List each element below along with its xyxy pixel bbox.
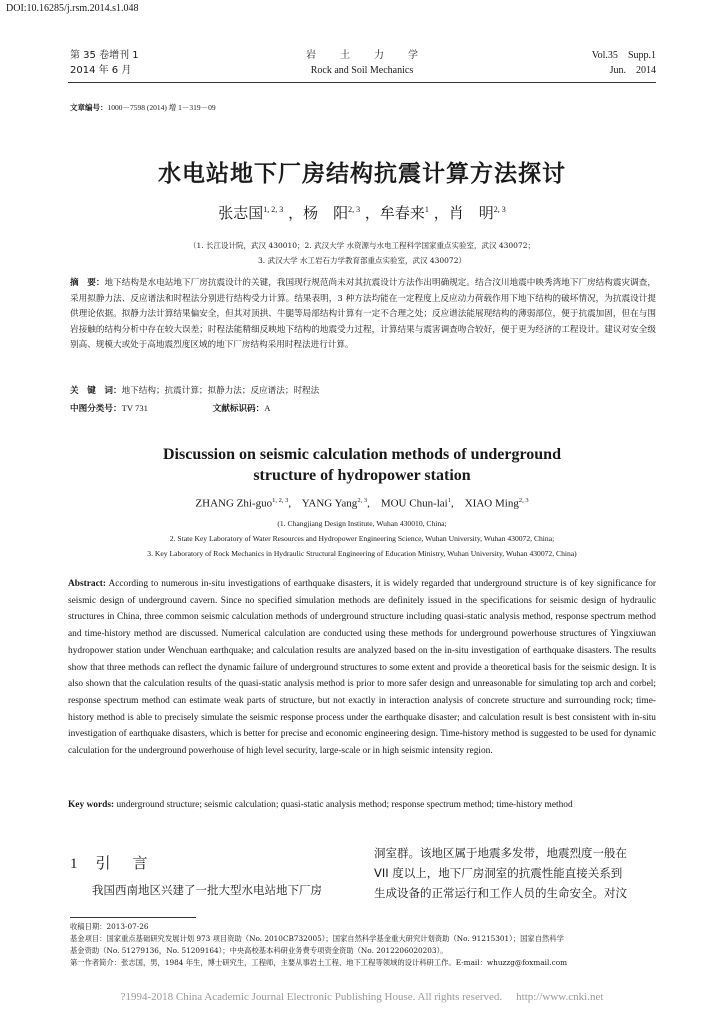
title-en (0, 444, 724, 486)
footnote-received: 收稿日期：2013-07-26 (70, 922, 149, 931)
footnote-funding-cont: 基金资助（No. 51279136，No. 51209164）；中央高校基本科研业务费专项资金资助（No. 2012206020203）。 (70, 946, 448, 955)
keywords-cn-text: 地下结构；抗震计算；拟静力法；反应谱法；时程法 (121, 386, 320, 396)
author-en-1: ZHANG Zhi-guo (195, 497, 273, 510)
header-year-en: 2014 (636, 65, 656, 76)
authors-cn: 张志国$^{1, 2, 3}$ ，杨 阳$^{2, 3}$ ，牟春来$^1$ ，肖 明$^{2, 3}$ (218, 204, 506, 222)
author-cn-1-sup: 1, 2, 3 (263, 205, 284, 214)
abstract-cn (70, 276, 656, 354)
keywords-en-label: Key words: (68, 800, 115, 810)
header-rule (68, 82, 656, 83)
body-line: 洞室群。该地区属于地震多发带，地震烈度一般在 (374, 846, 627, 860)
author-cn-2-sup: 2, 3 (348, 205, 361, 214)
keywords-cn (70, 384, 656, 396)
body-text-right (374, 843, 656, 903)
keywords-cn-label: 关 键 词： (70, 386, 122, 396)
header-month-en: Jun. (609, 65, 626, 76)
footnote-author: 第一作者简介：张志国，男，1984 年生，博士研究生，工程师，主要从事岩土工程、地下工程等领域的设计科研工作。E-mail：whuzzg@foxmail.com (70, 958, 568, 967)
author-cn-2: 杨 阳 (303, 204, 349, 222)
keywords-en (68, 797, 656, 814)
abstract-cn-label: 摘 要： (70, 278, 105, 288)
body-line: 生成设备的正常运行和工作人员的生命安全。对汶 (374, 886, 627, 900)
authors-en: ZHANG Zhi-guo$^{1, 2, 3}$, YANG Yang$^{2, 3}$, MOU Chun-lai$^1$, XIAO Ming$^{2, 3}$ (195, 497, 529, 510)
section-title: 引言 (95, 854, 170, 872)
abstract-en-label: Abstract: (68, 579, 107, 589)
author-cn-1: 张志国 (218, 204, 264, 222)
affiliation-en-line: 2. State Key Laboratory of Water Resources and Hydropower Engineering Science, Wuhan University, Wuhan 430072, China; (169, 534, 555, 543)
keywords-en-text: underground structure; seismic calculation; quasi-static analysis method; response spectrum method; time-history method (116, 800, 573, 810)
article-number (70, 102, 216, 113)
affiliation-en-line: 3. Key Laboratory of Rock Mechanics in Hydraulic Structural Engineering of Education Ministry, Wuhan University, Wuhan 430072, China) (147, 549, 577, 558)
author-cn-4: 肖 明 (448, 204, 494, 222)
author-en-1-sup: 1, 2, 3 (272, 497, 289, 504)
title-cn: 水电站地下厂房结构抗震计算方法探讨 (158, 161, 566, 187)
header-volume-en: Vol.35 (591, 50, 618, 61)
affiliation-en-line: (1. Changjiang Design Institute, Wuhan 430010, China; (277, 519, 447, 528)
abstract-en (68, 576, 656, 760)
title-en-line-2: structure of hydropower station (253, 467, 471, 484)
author-cn-4-sup: 2, 3 (493, 205, 506, 214)
doc-code-label: 文献标识码： (212, 404, 265, 414)
body-line: VII 度以上，地下厂房洞室的抗震性能直接关系到 (374, 866, 623, 880)
author-en-4-sup: 2, 3 (518, 497, 529, 504)
author-cn-3-sup: 1 (424, 205, 429, 214)
journal-name-cn: 岩土力学 (306, 50, 442, 61)
clc-label: 中图分类号： (70, 404, 122, 414)
section-heading (70, 852, 170, 873)
classification-cn (70, 402, 656, 414)
header-right (592, 48, 656, 78)
article-number-value: 1000－7598 (2014) 增 1－319－09 (107, 103, 216, 112)
copyright-text: ?1994-2018 China Academic Journal Electronic Publishing House. All rights reserved. (120, 991, 503, 1003)
body-text-left: 我国西南地区兴建了一批大型水电站地下厂房 (92, 883, 322, 897)
header-date-cn: 2014 年 6 月 (70, 65, 132, 76)
affiliations-en (0, 516, 724, 561)
abstract-en-text: According to numerous in-situ investigations of earthquake disasters, it is widely regarded that underground structure is of key significance for seismic design of underground cavern. Since no specified simulation methods are definitely issued in the specifications for seismic design of hydraulic structures in China, three common seismic calculation methods of underground structure including quasi-static analysis method, response spectrum method and time-history method are discussed. Numerical calculation are conducted using these methods for underground powerhouse structures of Yingxiuwan hydropower station under Wenchuan earthquake; and calculation results are analyzed based on the in-situ investigation of earthquake disasters. The results show that three methods can reflect the dynamic failure of underground structures to some extent and provide a theoretical basis for the seismic design. It is also shown that the calculation results of the quasi-static analysis method is prior to more safer design and unreasonable for simulating top arch and corbel; response spectrum method can estimate weak parts of structure, but not exactly in interaction analysis of concrete structure and surrounding rock; time-history method is able to precisely simulate the seismic response process under the earthquake disaster; and calculation result is best consistent with in-situ investigation of earthquake disasters, which is better for precise and economic engineering design. Time-history method is suggested to be used for dynamic calculation for the underground powerhouse of high level security, large-scale or in high seismic intensity region. (68, 579, 656, 757)
abstract-cn-text: 地下结构是水电站地下厂房抗震设计的关键，我国现行规范尚未对其抗震设计方法作出明确规定。结合汶川地震中映秀湾地下厂房结构震灾调查，采用拟静力法、反应谱法和时程法分别进行结构受力计算。结果表明，3 种方法均能在一定程度上反应动力荷载作用下地下结构的破坏情况，为抗震设计提供理论依据。拟静力法计算结果偏安全，但其对顶拱、牛腿等局部结构计算有一定不合理之处；反应谱法能展现结构的薄弱部位，便于抗震加固，但在与围岩接触的结构分析中存在较大误差；时程法能精细反映地下结构的地震受力过程，计算结果与震害调查吻合较好，便于更为经济的工程设计。建议对安全级别高、规模大或处于高地震烈度区域的地下厂房结构采用时程法进行计算。 (70, 278, 656, 350)
affiliation-cn-line: （1. 长江设计院，武汉 430010；2. 武汉大学 水资源与水电工程科学国家重点实验室，武汉 430072； (189, 241, 535, 250)
header-volume-cn: 第 35 卷增刊 1 (70, 50, 139, 61)
author-en-2: YANG Yang (301, 497, 358, 510)
author-en-2-sup: 2, 3 (357, 497, 368, 504)
title-en-line-1: Discussion on seismic calculation methods of underground (163, 446, 561, 463)
affiliations-cn (0, 238, 724, 268)
footnote-funding: 基金项目：国家重点基础研究发展计划 973 项目资助（No. 2010CB732005）；国家自然科学基金重大研究计划资助（No. 91215301）；国家自然科学 (70, 934, 564, 943)
footnotes (70, 921, 656, 969)
copyright-notice (0, 991, 724, 1003)
author-en-3: MOU Chun-lai (380, 497, 448, 510)
footnote-rule (70, 917, 196, 918)
author-cn-3: 牟春来 (379, 204, 425, 222)
journal-name-en: Rock and Soil Mechanics (310, 65, 414, 76)
cnki-link[interactable]: http://www.cnki.net (516, 991, 604, 1003)
header-supp-en: Supp.1 (627, 50, 656, 61)
clc-value: TV 731 (121, 403, 148, 413)
affiliation-cn-line: 3. 武汉大学 水工岩石力学教育部重点实验室，武汉 430072） (258, 256, 466, 265)
doc-code-value: A (264, 403, 271, 413)
author-en-3-sup: 1 (447, 497, 451, 504)
section-number: 1 (70, 856, 78, 872)
doi-label: DOI:10.16285/j.rsm.2014.s1.048 (6, 3, 139, 14)
article-number-label: 文章编号： (70, 103, 108, 112)
author-en-4: XIAO Ming (464, 497, 519, 510)
